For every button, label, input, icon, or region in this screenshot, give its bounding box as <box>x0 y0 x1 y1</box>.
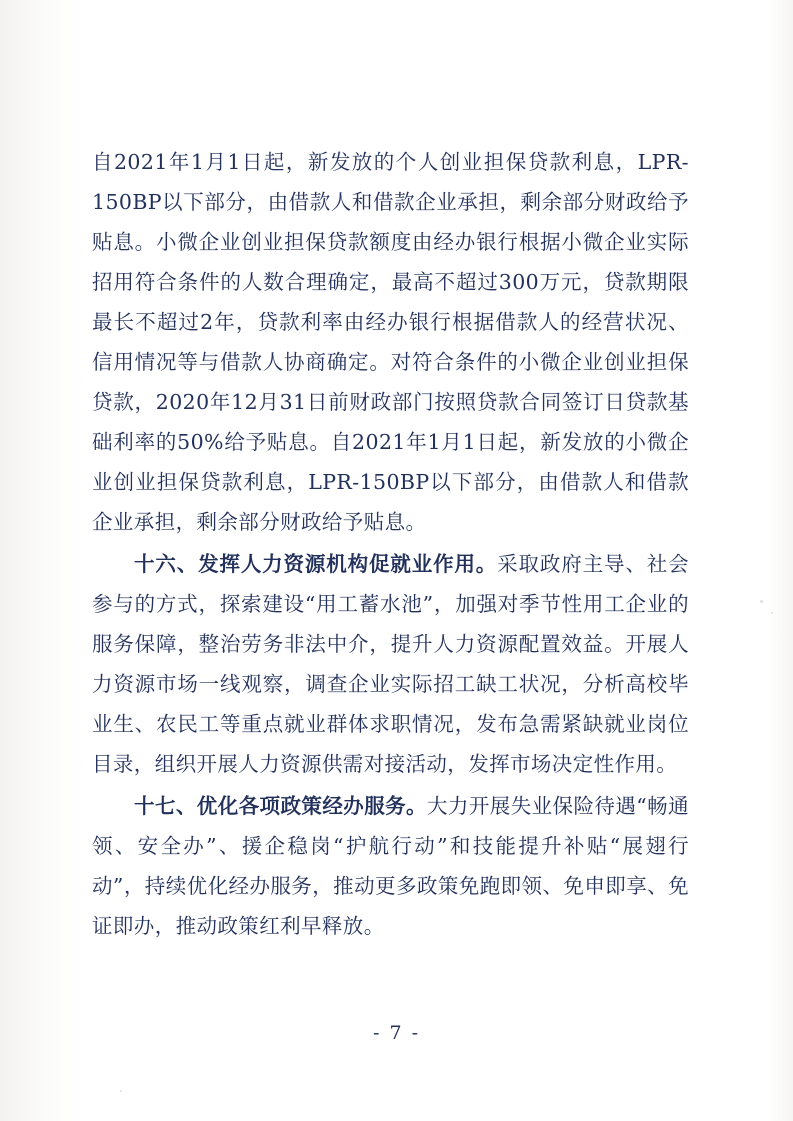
scan-speckle <box>120 1090 122 1092</box>
paragraph-3-lead: 十七、优化各项政策经办服务。 <box>134 794 427 818</box>
paragraph-3 <box>92 786 689 946</box>
scan-edge-right <box>767 0 793 1121</box>
paragraph-1: 自2021年1月1日起，新发放的个人创业担保贷款利息，LPR-150BP以下部分，由借款人和借款企业承担，剩余部分财政给予贴息。小微企业创业担保贷款额度由经办银行根据小微企业实际招用符合条件的人数合理确定，最高不超过300万元，贷款期限最长不超过2年，贷款利率由经办银行根据借款人的经营状况、信用情况等与借款人协商确定。对符合条件的小微企业创业担保贷款，2020年12月31日前财政部门按照贷款合同签订日贷款基础利率的50%给予贴息。自2021年1月1日起，新发放的小微企业创业担保贷款利息，LPR-150BP以下部分，由借款人和借款企业承担，剩余部分财政给予贴息。 <box>92 150 689 534</box>
page-number: - 7 - <box>372 1022 420 1044</box>
paragraph-2 <box>92 544 689 784</box>
scan-edge-left <box>0 0 88 1121</box>
paragraph-2-text: 采取政府主导、社会参与的方式，探索建设“用工蓄水池”，加强对季节性用工企业的服务保障，整治劳务非法中介，提升人力资源配置效益。开展人力资源市场一线观察，调查企业实际招工缺工状况，分析高校毕业生、农民工等重点就业群体求职情况，发布急需紧缺就业岗位目录，组织开展人力资源供需对接活动，发挥市场决定性作用。 <box>92 552 689 776</box>
document-body <box>92 142 689 948</box>
scan-speckle <box>771 612 773 614</box>
paragraph-2-lead: 十六、发挥人力资源机构促就业作用。 <box>134 552 498 576</box>
scan-speckle <box>760 600 763 603</box>
paragraph-3-text: 大力开展失业保险待遇“畅通领、安全办”、援企稳岗“护航行动”和技能提升补贴“展翅行动”，持续优化经办服务，推动更多政策免跑即领、免申即享、免证即办，推动政策红利早释放。 <box>92 794 689 938</box>
